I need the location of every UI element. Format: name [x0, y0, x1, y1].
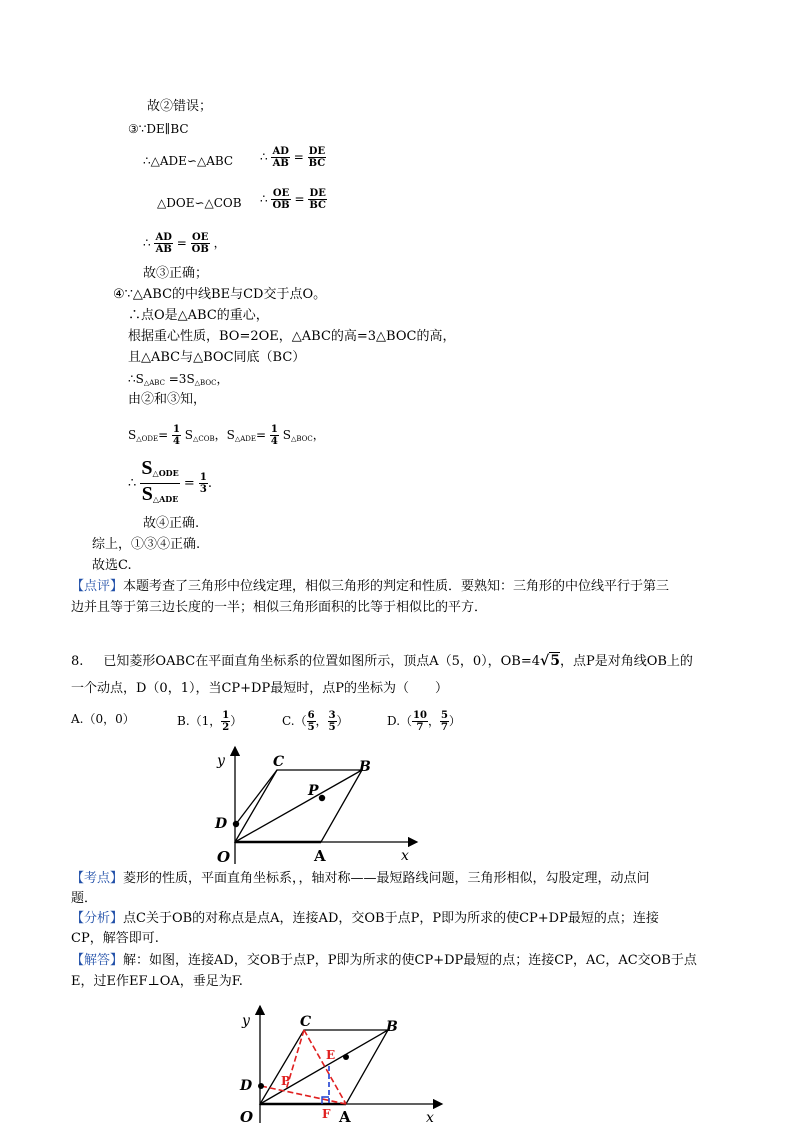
label-y: y: [242, 1013, 250, 1029]
point-d: [233, 821, 239, 827]
dianping-tag: 【点评】: [71, 579, 124, 594]
fenxi-tag: 【分析】: [71, 911, 124, 926]
label-d: D: [215, 816, 228, 832]
label-o: O: [217, 848, 231, 866]
line-item-4: ④∵△ABC的中线BE与CD交于点O。: [113, 287, 327, 302]
rhombus-figure-1: [205, 742, 430, 867]
label-c: C: [273, 754, 285, 770]
kaodian-tag: 【考点】: [71, 871, 124, 886]
ratio-line-2: ∴ $\frac{OE}{OB}$ = $\frac{DE}{BC}$: [260, 188, 326, 211]
line-conclusion-2: 故②错误；: [147, 99, 213, 114]
similar-ade-abc: ∴△ADE∽△ABC: [143, 154, 234, 168]
label-d: D: [240, 1078, 253, 1094]
label-x: x: [426, 1110, 434, 1123]
ratio-line-1: ∴ $\frac{AD}{AB}$ = $\frac{DE}{BC}$: [260, 146, 326, 169]
label-a: A: [314, 847, 326, 865]
line-area-relation: $\therefore S_{\triangle ABC} =3S_{\triangle BOC}$，: [128, 372, 229, 387]
similar-doe-cob: △DOE∽△COB: [157, 196, 242, 210]
q8-option-c[interactable]: C.（ $\frac{6}{5}$ ， $\frac{3}{5}$ ）: [282, 710, 349, 733]
point-p: [319, 795, 325, 801]
line-answer: 故选C.: [92, 558, 132, 573]
line-from-2-3: 由②和③知，: [128, 392, 207, 407]
q8-option-d[interactable]: D.（ $\frac{10}{7}$ ， $\frac{5}{7}$ ）: [387, 710, 461, 733]
label-p: P: [281, 1074, 291, 1088]
label-b: B: [386, 1019, 398, 1035]
label-b: B: [359, 759, 371, 775]
dianping-line-2: 边并且等于第三边长度的一半；相似三角形面积的比等于相似比的平方．: [71, 600, 488, 615]
jieda-line-2: E，过E作EF⊥OA，垂足为F.: [71, 974, 243, 989]
line-area-fractions: $S_{\triangle ODE}=$ $\frac{1}{4}$ $S_{\triangle COB}$，$S_{\triangle ADE}=$ $\frac{1}{4}$ $S_{\triangle BOC}$，: [128, 424, 325, 447]
label-e: E: [326, 1048, 336, 1062]
line-item-3: ③∵DE∥BC: [128, 122, 189, 136]
fenxi-line-1: 【分析】点C关于OB的对称点是点A，连接AD，交OB于点P，P即为所求的使CP+DP最短的点；连接: [71, 911, 659, 926]
label-p: P: [308, 783, 319, 799]
label-c: C: [300, 1014, 312, 1030]
jieda-tag: 【解答】: [71, 953, 124, 968]
label-y: y: [217, 753, 225, 769]
kaodian-line-2: 题．: [71, 891, 98, 906]
label-f: F: [322, 1107, 331, 1121]
segment-ad: [261, 1086, 346, 1104]
line-centroid: ∴点O是△ABC的重心，: [128, 308, 269, 323]
line-summary: 综上，①③④正确.: [92, 537, 201, 552]
line-conclusion-3: 故③正确；: [143, 266, 209, 281]
line-conclusion-4: 故④正确.: [143, 516, 200, 531]
ratio-line-3: ∴ $\frac{AD}{AB}$ = $\frac{OE}{OB}$ ，: [143, 232, 226, 255]
q8-option-b[interactable]: B.（1， $\frac{1}{2}$ ）: [177, 710, 243, 733]
q8-stem-line-2: 一个动点，D（0，1），当CP+DP最短时，点P的坐标为（ ）: [71, 681, 448, 696]
q8-option-a[interactable]: A.（0，0）: [71, 712, 135, 726]
segment-dc: [236, 770, 277, 824]
dianping-line-1: 【点评】本题考查了三角形中位线定理，相似三角形的判定和性质．要熟知：三角形的中位线平行于第三: [71, 579, 670, 594]
point-d: [258, 1083, 264, 1089]
jieda-line-1: 【解答】解：如图，连接AD，交OB于点P，P即为所求的使CP+DP最短的点；连接CP，AC，AC交OB于点: [71, 953, 697, 968]
fenxi-line-2: CP，解答即可.: [71, 931, 159, 946]
kaodian-line-1: 【考点】菱形的性质，平面直角坐标系，，轴对称——最短路线问题，三角形相似，勾股定理，动点问: [71, 871, 650, 886]
line-centroid-property: 根据重心性质，BO=2OE，△ABC的高=3△BOC的高，: [128, 329, 456, 344]
label-x: x: [401, 848, 409, 864]
label-o: O: [240, 1108, 254, 1123]
q8-stem-line-1: 8. 已知菱形OABC在平面直角坐标系的位置如图所示，顶点A（5，0），OB=4√5，点P是对角线OB上的: [71, 653, 693, 669]
diagonal-ob: [235, 770, 362, 842]
rhombus-figure-2: [220, 1002, 450, 1123]
label-a: A: [339, 1108, 351, 1123]
line-area-ratio: ∴ $\frac{S_{\triangle ODE}}{S_{\triangle ADE}}$ = $\frac{1}{3}$ .: [128, 457, 212, 505]
line-same-base: 且△ABC与△BOC同底（BC）: [128, 350, 306, 365]
point-mid: [343, 1054, 349, 1060]
diagonal-ob: [260, 1030, 388, 1104]
